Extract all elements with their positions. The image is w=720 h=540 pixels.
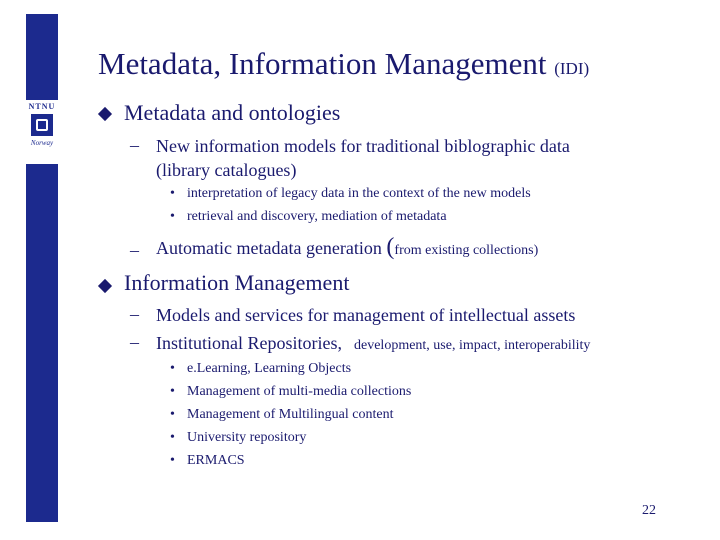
info-item2	[156, 332, 590, 357]
dash-icon: –	[130, 332, 139, 352]
slide-title	[98, 46, 589, 82]
metadata-item1-line1: New information models for traditional biblographic data	[156, 136, 570, 156]
logo-bottom-text: Norway	[30, 139, 54, 147]
info-bullet-5: ERMACS	[187, 453, 245, 468]
logo-top-text: NTNU	[28, 102, 56, 111]
metadata-item2	[156, 236, 538, 262]
metadata-item2-main: Automatic metadata generation	[156, 238, 387, 258]
title-main: Metadata, Information Management	[98, 46, 555, 81]
bullet-icon: •	[170, 186, 175, 201]
info-bullet-3: Management of Multilingual content	[187, 407, 394, 422]
info-item2-small: development, use, impact, interoperability	[354, 338, 591, 353]
logo-emblem-icon	[31, 114, 53, 136]
dash-icon: –	[130, 304, 139, 324]
left-accent-bar	[26, 14, 58, 522]
bullet-icon: •	[170, 453, 175, 468]
diamond-bullet-icon	[98, 279, 112, 293]
info-bullet-2: Management of multi-media collections	[187, 384, 412, 399]
info-item1: Models and services for management of intellectual assets	[156, 305, 576, 325]
bullet-icon: •	[170, 209, 175, 224]
info-bullet-4: University repository	[187, 430, 307, 445]
metadata-item1-line2: (library catalogues)	[156, 160, 297, 180]
ntnu-logo	[26, 100, 58, 164]
dash-icon: –	[130, 135, 139, 155]
diamond-bullet-icon	[98, 107, 112, 121]
info-bullet-1: e.Learning, Learning Objects	[187, 361, 352, 376]
bullet-icon: •	[170, 384, 175, 399]
info-item2-main: Institutional Repositories,	[156, 333, 342, 353]
bullet-icon: •	[170, 430, 175, 445]
bullet-icon: •	[170, 407, 175, 422]
page-number: 22	[642, 503, 656, 518]
dash-icon: –	[130, 240, 139, 260]
metadata-item2-paren: (	[386, 234, 395, 260]
title-small: (IDI)	[554, 59, 590, 78]
metadata-item2-small: from existing collections)	[394, 243, 539, 258]
bullet-icon: •	[170, 361, 175, 376]
section-heading-metadata: Metadata and ontologies	[124, 100, 341, 125]
metadata-bullet-1: interpretation of legacy data in the context of the new models	[187, 186, 531, 201]
section-heading-info: Information Management	[124, 270, 350, 295]
metadata-bullet-2: retrieval and discovery, mediation of metadata	[187, 209, 447, 224]
